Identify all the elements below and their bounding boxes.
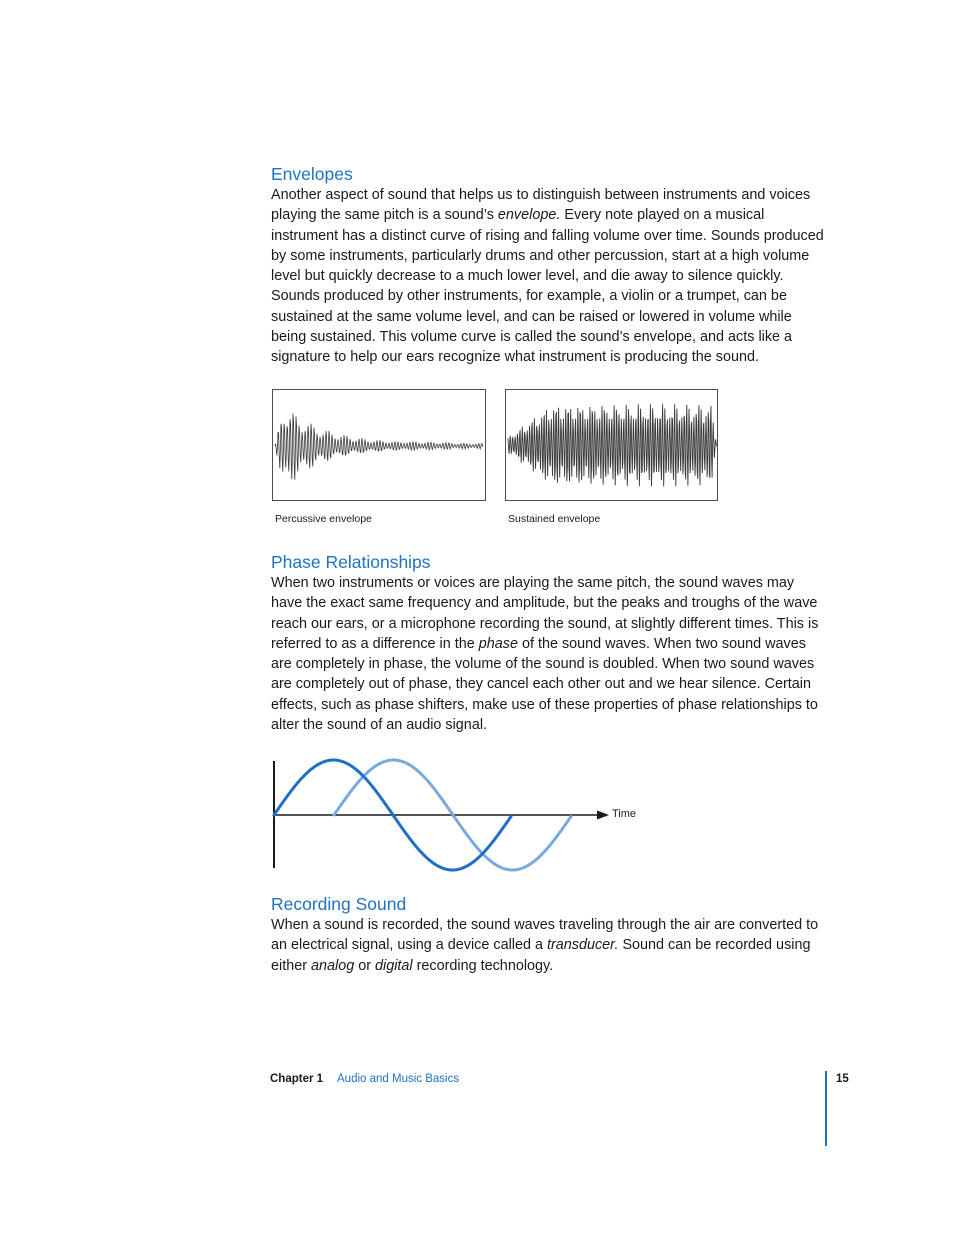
caption-percussive: Percussive envelope (275, 513, 372, 525)
phase-diagram (268, 755, 648, 875)
footer-chapter-title: Audio and Music Basics (337, 1073, 460, 1085)
term-transducer: transducer. (546, 937, 619, 954)
text-run: When two instruments or voices are playing the same pitch, the sound waves may have the exact same frequency and amplitude, but the peaks and troughs of the wave reach our ears, or a microphone recording the sound, at slightly different times. This is referred to as a difference in the (271, 575, 819, 652)
footer-divider (825, 1071, 827, 1146)
caption-sustained: Sustained envelope (508, 513, 601, 525)
text-run: When a sound is recorded, the sound waves traveling through the air are converted to an electrical signal, using a device called a (271, 917, 819, 954)
paragraph-phase (271, 573, 829, 735)
term-phase: phase (478, 635, 518, 652)
sustained-envelope-figure (505, 389, 718, 501)
text-run: recording technology. (412, 957, 554, 974)
paragraph-recording (271, 915, 829, 976)
term-envelope: envelope. (497, 207, 561, 224)
term-analog: analog (311, 957, 355, 974)
term-digital: digital (375, 957, 413, 974)
heading-phase-relationships: Phase Relationships (271, 552, 431, 572)
text-run: or (354, 957, 376, 974)
heading-envelopes: Envelopes (271, 164, 353, 184)
time-arrow-icon (597, 811, 609, 820)
percussive-waveform (273, 390, 485, 500)
text-run: of the sound waves. When two sound waves are completely in phase, the volume of the sound is doubled. When two sound waves are completely out of phase, they cancel each other out and we hear silence. Certain effects, such as phase shifters, make use of these properties of phase relationships to alter the sound of an audio signal. (271, 635, 818, 734)
page-number: 15 (836, 1073, 849, 1085)
paragraph-envelopes (271, 185, 829, 368)
percussive-envelope-figure (272, 389, 486, 501)
text-run: Another aspect of sound that helps us to distinguish between instruments and voices playing the same pitch is a sound’s (271, 187, 811, 224)
text-run: Sound can be recorded using either (271, 937, 811, 974)
heading-recording-sound: Recording Sound (271, 894, 407, 914)
footer-chapter-label: Chapter 1 (270, 1073, 324, 1085)
time-label: Time (612, 808, 637, 820)
percussive-wave-path (275, 414, 483, 480)
sustained-waveform (506, 390, 717, 500)
text-run: Every note played on a musical instrument has a distinct curve of rising and falling volume over time. Sounds produced by some instruments, particularly drums and other percussion, start at a high volume level but quickly decrease to a much lower level, and die away to silence quickly. Sounds produced by other instruments, for example, a violin or a trumpet, can be sustained at the same volume level, and can be raised or lowered in volume while being sustained. This volume curve is called the sound’s envelope, and acts like a signature to help our ears recognize what instrument is producing the sound. (271, 207, 824, 366)
sustained-wave-path (508, 404, 717, 486)
